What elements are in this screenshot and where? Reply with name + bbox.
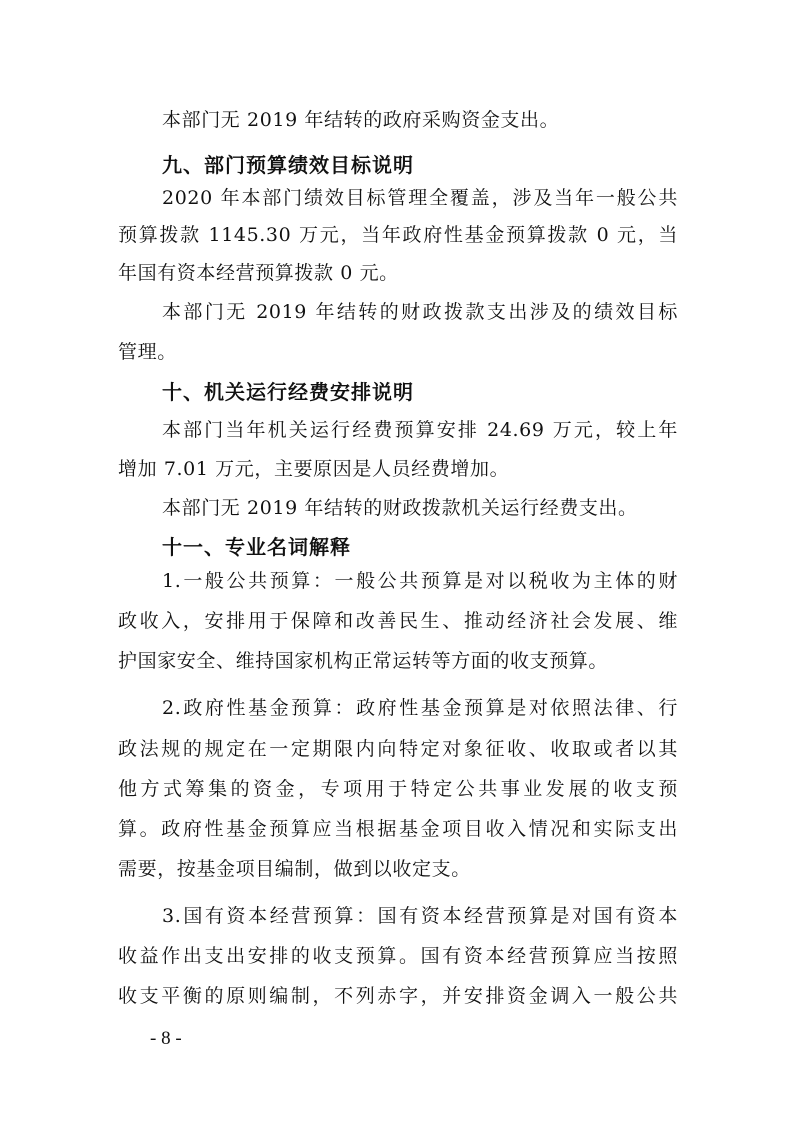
paragraph-line: 本部门无 2019 年结转的财政拨款支出涉及的绩效目标 [162, 301, 678, 323]
paragraph-line: 预算拨款 1145.30 万元，当年政府性基金预算拨款 0 元，当 [118, 224, 678, 246]
paragraph-line: 收支平衡的原则编制，不列赤字，并安排资金调入一般公共 [118, 985, 678, 1007]
paragraph-line: 本部门无 2019 年结转的财政拨款机关运行经费支出。 [162, 497, 638, 519]
section-heading-10: 十、机关运行经费安排说明 [162, 380, 414, 404]
paragraph-line: 政法规的规定在一定期限内向特定对象征收、收取或者以其 [118, 738, 678, 760]
section-heading-11: 十一、专业名词解释 [162, 535, 351, 559]
page-number: - 8 - [150, 1028, 182, 1049]
paragraph-line: 增加 7.01 万元，主要原因是人员经费增加。 [118, 458, 510, 480]
paragraph-line: 1.一般公共预算：一般公共预算是对以税收为主体的财 [162, 570, 678, 592]
paragraph-line: 2020 年本部门绩效目标管理全覆盖，涉及当年一般公共 [162, 187, 678, 209]
paragraph-line: 3.国有资本经营预算：国有资本经营预算是对国有资本 [162, 905, 678, 927]
paragraph-line: 算。政府性基金预算应当根据基金项目收入情况和实际支出 [118, 818, 678, 840]
paragraph-line: 年国有资本经营预算拨款 0 元。 [118, 262, 399, 284]
paragraph-line: 本部门无 2019 年结转的政府采购资金支出。 [162, 109, 560, 131]
paragraph-line: 管理。 [118, 341, 177, 363]
paragraph-line: 护国家安全、维持国家机构正常运转等方面的收支预算。 [118, 650, 609, 672]
paragraph-line: 收益作出支出安排的收支预算。国有资本经营预算应当按照 [118, 945, 678, 967]
paragraph-line: 本部门当年机关运行经费预算安排 24.69 万元，较上年 [162, 419, 678, 441]
paragraph-line: 他方式筹集的资金，专项用于特定公共事业发展的收支预 [118, 778, 678, 800]
paragraph-line: 政收入，安排用于保障和改善民生、推动经济社会发展、维 [118, 610, 678, 632]
paragraph-line: 2.政府性基金预算：政府性基金预算是对依照法律、行 [162, 697, 678, 719]
section-heading-9: 九、部门预算绩效目标说明 [162, 153, 414, 177]
paragraph-line: 需要，按基金项目编制，做到以收定支。 [118, 858, 471, 880]
